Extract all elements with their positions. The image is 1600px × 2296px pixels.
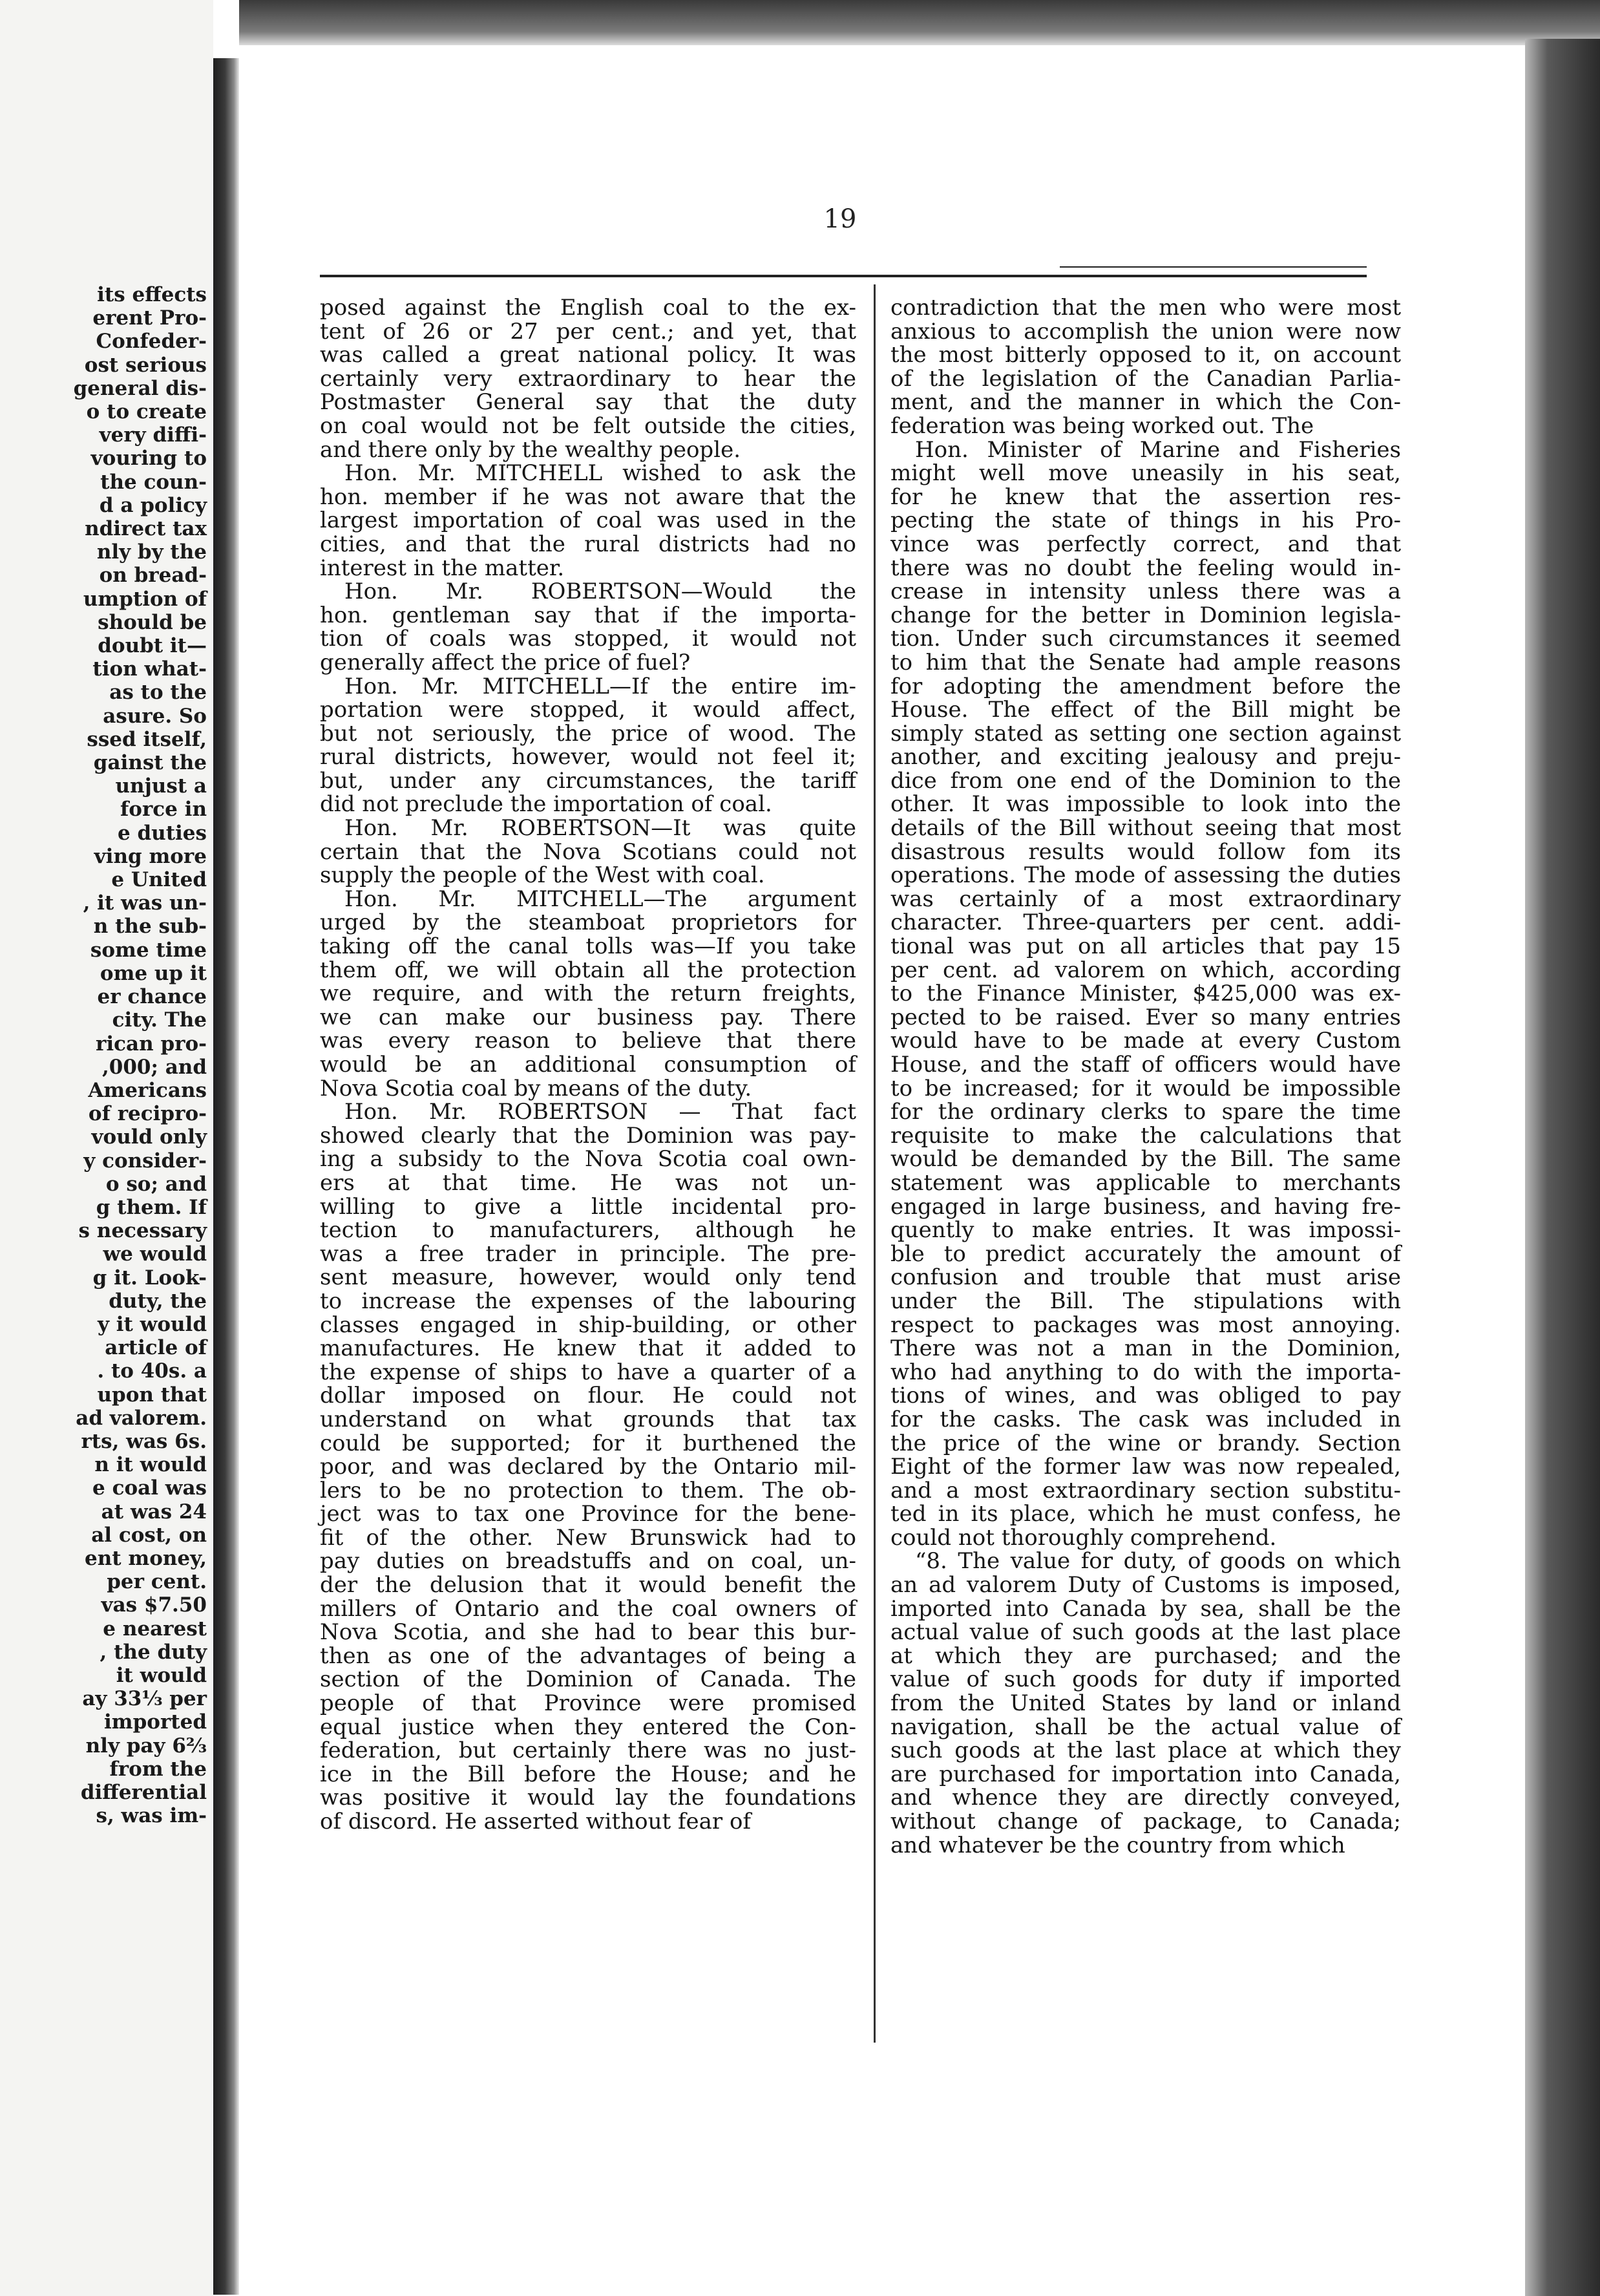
text-line: change for the better in Dominion legisla- [890,602,1401,628]
text-line: interest in the matter. [320,555,565,581]
text-line: House. The effect of the Bill might be [890,697,1401,723]
left-page-line: ,000; and [101,1055,207,1079]
left-page-line: al cost, on [91,1523,207,1547]
text-line: Hon. Minister of Marine and Fisheries [915,436,1401,463]
text-line: Hon. Mr. ROBERTSON—Would the [344,579,856,605]
left-page-line: its effects [97,283,207,306]
text-line: hon. gentleman say that if the importa- [320,602,856,628]
left-page-line: e duties [117,821,207,845]
left-page-line: e United [111,868,207,892]
left-page-line: it would [116,1663,207,1687]
left-page-line: ndirect tax [85,517,207,541]
text-line: section of the Dominion of Canada. The [320,1666,856,1693]
left-facing-page [0,0,213,2296]
left-page-line: rican pro- [96,1032,207,1056]
left-page-line: some time [90,938,207,962]
left-page-line: umption of [83,587,207,611]
left-page-line: ad valorem. [76,1406,207,1430]
text-line: them off, we will obtain all the protection [320,957,856,983]
text-line: are purchased for importation into Canada, [890,1761,1401,1787]
text-line: Postmaster General say that the duty [320,389,856,416]
text-column-2 [890,296,1401,1857]
text-line: of discord. He asserted without fear of [320,1809,752,1834]
left-page-line: on bread- [99,564,207,588]
text-line: classes engaged in ship-building, or other [320,1312,856,1338]
text-line: people of that Province were promised [320,1690,856,1717]
text-line: certain that the Nova Scotians could not [320,838,856,865]
left-page-line: general dis- [73,376,207,400]
text-line: ted in its place, which he must confess, he [890,1501,1401,1527]
left-page-line: y it would [97,1312,207,1336]
left-page-line: g them. If [96,1195,207,1219]
left-page-line: s, was im- [96,1804,207,1828]
text-line: ment, and the manner in which the Con- [890,389,1401,416]
book-gutter [213,58,239,2295]
text-line: of the legislation of the Canadian Parlia- [890,365,1401,392]
left-page-text-fragments [0,283,207,1827]
text-line: sent measure, however, would only tend [320,1264,856,1291]
text-line: without change of package, to Canada; [890,1809,1401,1834]
text-line: tions of wines, and was obliged to pay [890,1383,1401,1409]
text-line: quently to make entries. It was impossi- [890,1217,1401,1244]
text-line: pected to be raised. Ever so many entries [890,1004,1401,1030]
text-line: Hon. Mr. ROBERTSON — That fact [344,1099,856,1125]
left-page-line: ay 33⅓ per [82,1687,207,1711]
text-line: was certainly of a most extraordinary [890,886,1401,912]
text-line: did not preclude the importation of coal. [320,791,772,818]
left-page-line: ssed itself, [87,727,207,751]
text-line: but not seriously, the price of wood. The [320,720,856,747]
text-line: to him that the Senate had ample reasons [890,649,1401,675]
left-page-line: force in [120,798,207,822]
left-page-line: vouring to [90,447,207,471]
left-page-line: , the duty [100,1640,207,1664]
text-line: Eight of the former law was now repealed, [890,1454,1401,1480]
left-page-line: ost serious [84,353,207,377]
text-line: federation was being worked out. The [890,412,1314,439]
text-line: such goods at the last place at which they [890,1738,1401,1764]
text-line: imported into Canada by sea, shall be the [890,1595,1401,1622]
text-line: portation were stopped, it would affect, [320,697,856,723]
text-line: manufactures. He knew that it added to [320,1335,856,1362]
text-line: Hon. Mr. MITCHELL—The argument [344,886,856,912]
text-line: we require, and with the return freights, [320,981,856,1007]
text-line: dice from one end of the Dominion to the [890,767,1401,794]
text-line: millers of Ontario and the coal owners of [320,1595,856,1622]
text-line: understand on what grounds that tax [320,1406,856,1432]
text-line: taking off the canal tolls was—If you take [320,933,856,960]
text-line: was called a great national policy. It was [320,342,856,368]
text-line: was positive it would lay the foundations [320,1785,856,1811]
text-line: would be an additional consumption of [320,1052,856,1078]
text-line: requisite to make the calculations that [890,1122,1401,1149]
page-number: 19 [823,204,857,234]
text-line: actual value of such goods at the last place [890,1619,1401,1646]
text-line: navigation, shall be the actual value of [890,1714,1401,1740]
left-page-line: nly pay 6⅔ [85,1734,207,1758]
left-page-line: of recipro- [88,1102,207,1126]
left-page-line: ent money, [85,1546,207,1570]
left-page-line: should be [98,610,207,634]
text-line: statement was applicable to merchants [890,1169,1401,1196]
text-line: willing to give a little incidental pro- [320,1193,856,1220]
left-page-line: . to 40s. a [97,1359,207,1383]
text-line: House, and the staff of officers would have [890,1052,1401,1078]
text-line: to the Finance Minister, $425,000 was ex- [890,981,1401,1007]
left-page-line: city. The [112,1008,207,1032]
text-line: Hon. Mr. MITCHELL—If the entire im- [344,673,856,699]
text-line: ble to predict accurately the amount of [890,1240,1401,1267]
left-page-line: at was 24 [101,1500,207,1524]
text-line: ject was to tax one Province for the bene- [320,1501,856,1527]
text-line: ice in the Bill before the House; and he [320,1761,856,1787]
left-page-line: gainst the [93,751,207,775]
text-line: was a free trader in principle. The pre- [320,1240,856,1267]
left-page-line: vas $7.50 [101,1593,207,1617]
text-line: the price of the wine or brandy. Section [890,1430,1401,1456]
text-line: supply the people of the West with coal. [320,862,765,889]
left-page-line: er chance [97,985,207,1009]
text-line: details of the Bill without seeing that most [890,815,1401,842]
text-line: Hon. Mr. ROBERTSON—It was quite [344,815,856,842]
text-line: there was no doubt the feeling would in- [890,555,1401,581]
left-page-line: ome up it [100,961,207,985]
text-line: der the delusion that it would benefit the [320,1572,856,1599]
left-page-line: we would [103,1242,207,1266]
text-line: per cent. ad valorem on which, according [890,957,1401,983]
text-line: then as one of the advantages of being a [320,1642,856,1669]
text-line: and whence they are directly conveyed, [890,1785,1401,1811]
header-rule-thin [1060,266,1367,268]
text-line: poor, and was declared by the Ontario mil- [320,1454,856,1480]
left-page-line: differential [80,1781,207,1804]
text-line: lers to be no protection to them. The ob- [320,1477,856,1504]
text-line: who had anything to do with the importa- [890,1359,1401,1385]
left-page-line: , it was un- [83,891,207,915]
text-line: cities, and that the rural districts had no [320,531,856,557]
text-line: crease in intensity unless there was a [890,579,1401,605]
text-line: to be increased; for it would be impossible [890,1075,1401,1101]
text-line: could be supported; for it burthened the [320,1430,856,1456]
text-line: might well move uneasily in his seat, [890,460,1401,487]
text-line: posed against the English coal to the ex- [320,295,856,321]
text-line: tion of coals was stopped, it would not [320,626,856,652]
text-line: engaged in large business, and having fre- [890,1193,1401,1220]
text-line: we can make our business pay. There [320,1004,856,1030]
text-line: contradiction that the men who were most [890,295,1401,321]
text-line: pecting the state of things in his Pro- [890,507,1401,534]
left-page-line: o to create [86,400,207,424]
text-line: fit of the other. New Brunswick had to [320,1524,856,1551]
header-rule [320,275,1367,277]
text-line: on coal would not be felt outside the cities, [320,412,856,439]
text-line: would have to be made at every Custom [890,1028,1401,1054]
text-line: an ad valorem Duty of Customs is imposed, [890,1572,1401,1599]
left-page-line: doubt it— [98,634,207,658]
text-line: certainly very extraordinary to hear the [320,365,856,392]
text-line: value of such goods for duty if imported [890,1666,1401,1693]
text-line: would be demanded by the Bill. The same [890,1146,1401,1173]
text-line: anxious to accomplish the union were now [890,318,1401,345]
text-line: but, under any circumstances, the tariff [320,767,856,794]
text-line: hon. member if he was not aware that the [320,484,856,510]
text-line: tional was put on all articles that pay 15 [890,933,1401,960]
text-line: and whatever be the country from which [890,1832,1345,1858]
page-top-edge [239,0,1600,45]
text-line: pay duties on breadstuffs and on coal, un- [320,1548,856,1575]
text-line: Nova Scotia, and she had to bear this bur- [320,1619,856,1646]
text-line: confusion and trouble that must arise [890,1264,1401,1291]
text-line: tection to manufacturers, although he [320,1217,856,1244]
left-page-line: asure. So [103,704,207,728]
text-line: Hon. Mr. MITCHELL wished to ask the [344,460,856,487]
text-line: respect to packages was most annoying. [890,1312,1401,1338]
left-page-line: article of [105,1336,207,1360]
text-line: simply stated as setting one section against [890,720,1401,747]
text-line: generally affect the price of fuel? [320,649,691,675]
text-line: the most bitterly opposed to it, on account [890,342,1401,368]
text-line: for the casks. The cask was included in [890,1406,1401,1432]
left-page-line: ving more [94,844,207,868]
text-line: ing a subsidy to the Nova Scotia coal own- [320,1146,856,1173]
text-line: from the United States by land or inland [890,1690,1401,1717]
left-page-line: g it. Look- [92,1266,207,1290]
text-line: character. Three-quarters per cent. addi- [890,909,1401,936]
text-line: could not thoroughly comprehend. [890,1524,1277,1551]
left-page-line: tion what- [92,657,207,681]
text-line: and a most extraordinary section substitu- [890,1477,1401,1504]
page-edge-shadow [1525,39,1600,2296]
text-line: for adopting the amendment before the [890,673,1401,699]
left-page-line: n it would [94,1453,207,1477]
text-line: operations. The mode of assessing the duties [890,862,1401,889]
text-line: for he knew that the assertion res- [890,484,1401,510]
text-line: ers at that time. He was not un- [320,1169,856,1196]
text-line: the expense of ships to have a quarter of a [320,1359,856,1385]
text-line: urged by the steamboat proprietors for [320,909,856,936]
left-page-line: upon that [97,1383,207,1407]
text-line: tent of 26 or 27 per cent.; and yet, that [320,318,856,345]
left-page-line: from the [109,1757,207,1781]
left-page-line: duty, the [109,1289,207,1313]
text-line: dollar imposed on flour. He could not [320,1383,856,1409]
left-page-line: very diffi- [99,423,207,447]
left-page-line: imported [104,1710,207,1734]
text-line: federation, but certainly there was no just- [320,1738,856,1764]
text-line: showed clearly that the Dominion was pay- [320,1122,856,1149]
left-page-line: e coal was [92,1476,207,1500]
text-line: another, and exciting jealousy and preju- [890,744,1401,771]
left-page-line: vould only [91,1125,207,1149]
text-line: Nova Scotia coal by means of the duty. [320,1075,752,1101]
left-page-line: rts, was 6s. [81,1429,207,1453]
left-page-line: d a policy [99,493,207,517]
text-line: at which they are purchased; and the [890,1642,1401,1669]
text-line: “8. The value for duty, of goods on which [915,1548,1401,1575]
text-line: for the ordinary clerks to spare the time [890,1099,1401,1125]
column-divider [874,284,876,2043]
text-line: tion. Under such circumstances it seemed [890,626,1401,652]
left-page-line: the coun- [100,470,207,494]
left-page-line: n the sub- [93,915,207,939]
text-line: There was not a man in the Dominion, [890,1335,1401,1362]
left-page-line: unjust a [115,774,207,798]
text-line: disastrous results would follow fom its [890,838,1401,865]
text-line: was every reason to believe that there [320,1028,856,1054]
left-page-line: Confeder- [96,330,207,354]
text-line: equal justice when they entered the Con- [320,1714,856,1740]
text-line: to increase the expenses of the labouring [320,1288,856,1314]
left-page-line: o so; and [105,1172,207,1196]
left-page-line: Americans [88,1078,207,1102]
text-line: and there only by the wealthy people. [320,436,741,463]
text-line: vince was perfectly correct, and that [890,531,1401,557]
left-page-line: nly by the [96,540,207,564]
left-page-line: s necessary [78,1219,207,1243]
left-page-line: y consider- [83,1149,207,1173]
text-column-1 [320,296,856,1834]
text-line: other. It was impossible to look into the [890,791,1401,818]
left-page-line: erent Pro- [92,306,207,330]
text-line: rural districts, however, would not feel it; [320,744,856,771]
left-page-line: e nearest [103,1617,207,1641]
text-line: largest importation of coal was used in the [320,507,856,534]
left-page-line: as to the [109,681,207,705]
text-line: under the Bill. The stipulations with [890,1288,1401,1314]
left-page-line: per cent. [107,1570,207,1594]
